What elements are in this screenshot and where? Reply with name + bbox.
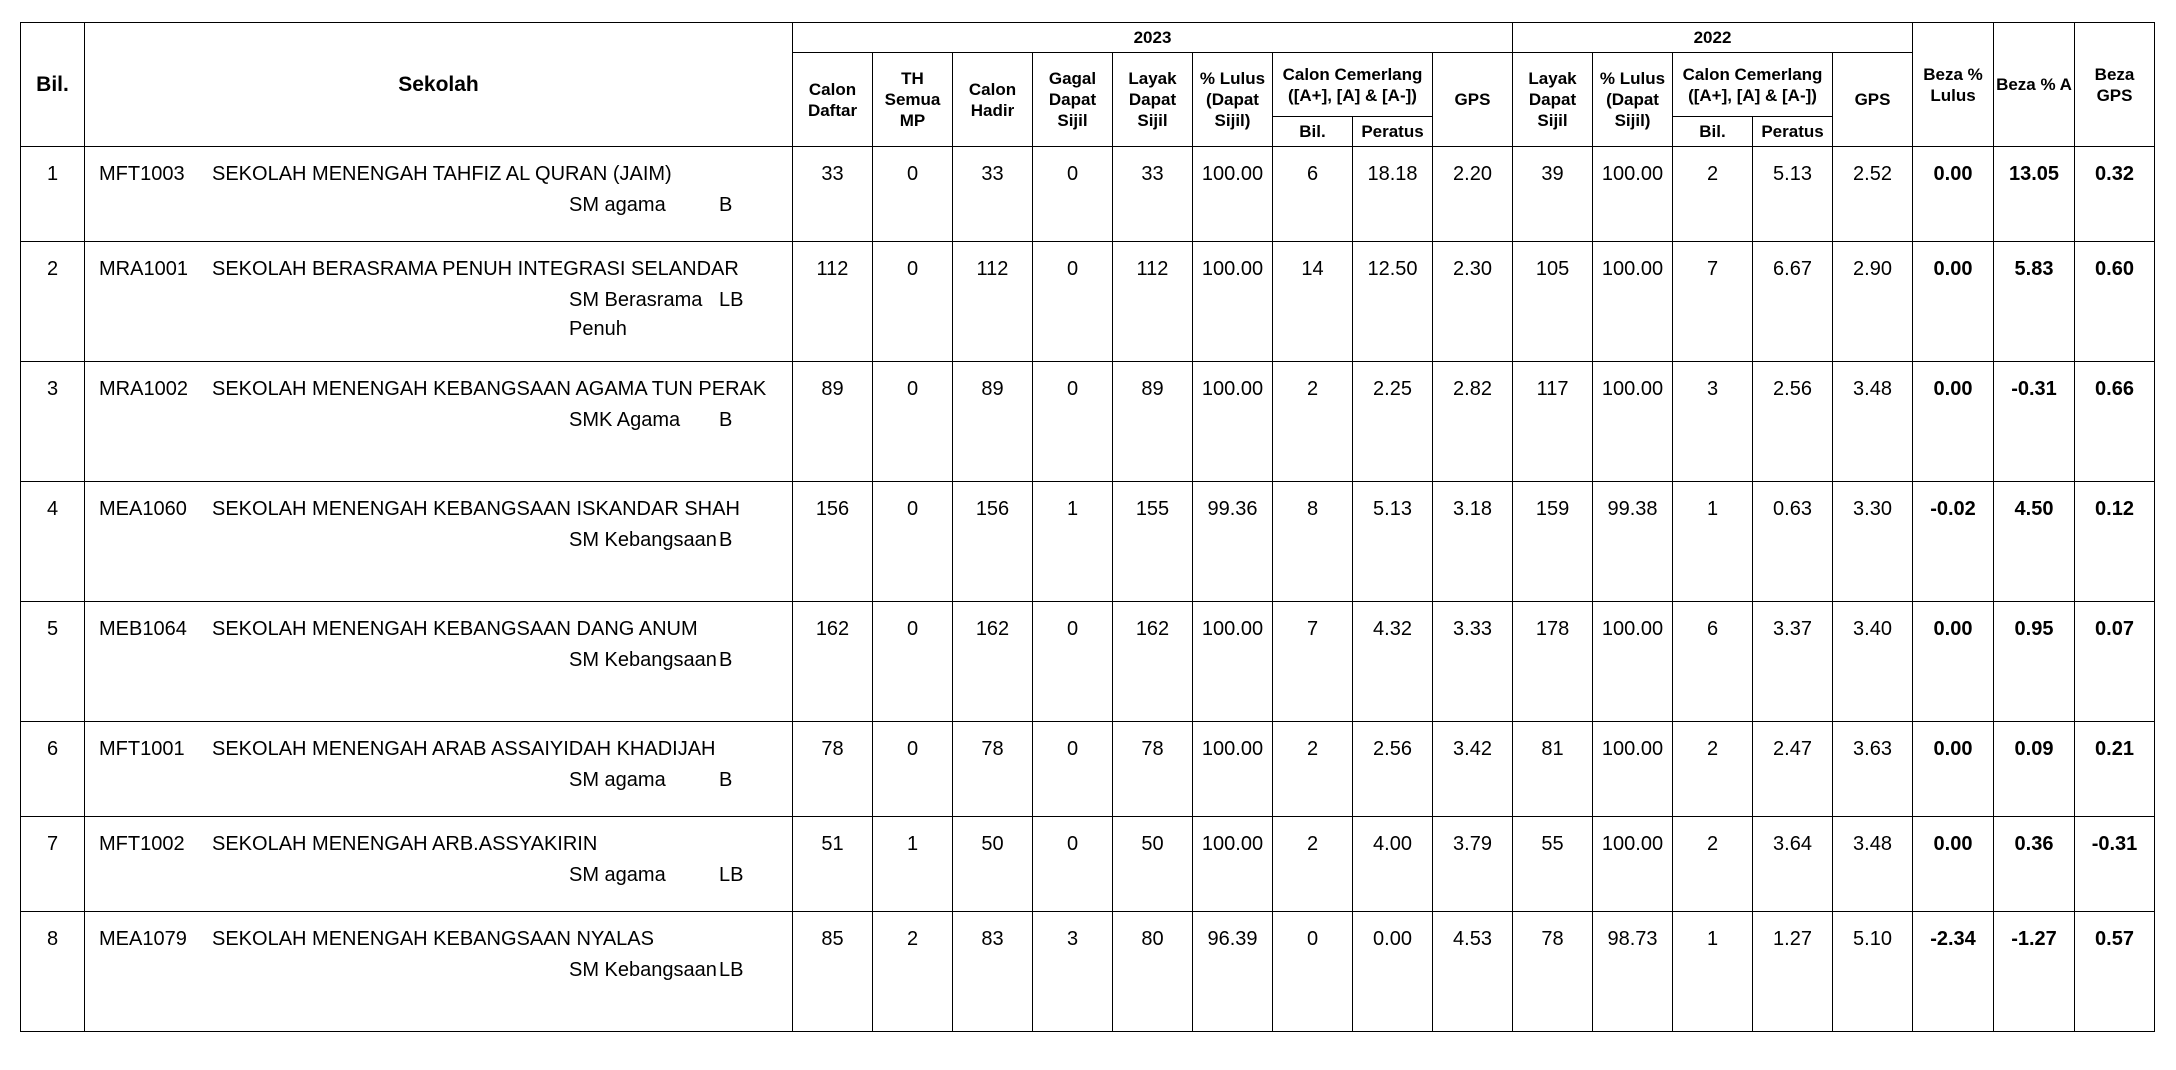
cell-2022-layak: 81 (1513, 722, 1593, 817)
cell-2023-lulus: 100.00 (1193, 602, 1273, 722)
cell-2023-th: 1 (873, 817, 953, 912)
cell-2023-hadir: 112 (953, 242, 1033, 362)
cell-beza-lulus: -2.34 (1913, 912, 1994, 1032)
cell-2022-cem-pct: 2.56 (1753, 362, 1833, 482)
cell-school (85, 482, 793, 602)
cell-2023-layak: 89 (1113, 362, 1193, 482)
cell-2023-hadir: 78 (953, 722, 1033, 817)
cell-2023-layak: 112 (1113, 242, 1193, 362)
table-header (21, 23, 2155, 147)
cell-2023-gagal: 0 (1033, 722, 1113, 817)
header-gagal-dapat-sijil: Gagal Dapat Sijil (1033, 53, 1113, 147)
cell-2023-cem-pct: 5.13 (1353, 482, 1433, 602)
cell-2023-lulus: 99.36 (1193, 482, 1273, 602)
cell-2023-layak: 33 (1113, 147, 1193, 242)
cell-2023-gagal: 0 (1033, 602, 1113, 722)
cell-2022-lulus: 100.00 (1593, 242, 1673, 362)
school-grade: B (719, 769, 733, 791)
cell-beza-gps: 0.60 (2075, 242, 2155, 362)
cell-2023-gps: 2.20 (1433, 147, 1513, 242)
cell-2023-th: 2 (873, 912, 953, 1032)
cell-2023-cem-bil: 6 (1273, 147, 1353, 242)
cell-beza-a: 0.36 (1994, 817, 2075, 912)
cell-2023-cem-bil: 2 (1273, 362, 1353, 482)
header-th-semua-mp: TH Semua MP (873, 53, 953, 147)
school-name: SEKOLAH MENENGAH KEBANGSAAN ISKANDAR SHAH (212, 498, 740, 520)
cell-2023-gagal: 0 (1033, 817, 1113, 912)
cell-2022-cem-pct: 5.13 (1753, 147, 1833, 242)
cell-2022-cem-bil: 1 (1673, 912, 1753, 1032)
cell-2023-layak: 50 (1113, 817, 1193, 912)
cell-2022-layak: 55 (1513, 817, 1593, 912)
cell-2023-daftar: 51 (793, 817, 873, 912)
cell-2023-th: 0 (873, 482, 953, 602)
school-type: SM Kebangsaan (569, 529, 717, 551)
cell-2023-gps: 3.33 (1433, 602, 1513, 722)
cell-2023-cem-bil: 14 (1273, 242, 1353, 362)
school-type: SM Berasrama Penuh (569, 289, 703, 340)
school-grade: B (719, 649, 733, 671)
cell-2022-layak: 159 (1513, 482, 1593, 602)
cell-beza-lulus: 0.00 (1913, 817, 1994, 912)
cell-beza-lulus: -0.02 (1913, 482, 1994, 602)
school-name: SEKOLAH MENENGAH KEBANGSAAN AGAMA TUN PERAK (212, 378, 767, 400)
cell-2023-cem-pct: 2.25 (1353, 362, 1433, 482)
cell-school (85, 362, 793, 482)
school-code: MEA1079 (99, 928, 187, 950)
school-type: SM Kebangsaan (569, 649, 717, 671)
cell-2023-lulus: 96.39 (1193, 912, 1273, 1032)
cell-2022-gps: 3.48 (1833, 362, 1913, 482)
cell-beza-gps: 0.66 (2075, 362, 2155, 482)
cell-2023-daftar: 89 (793, 362, 873, 482)
cell-2022-lulus: 98.73 (1593, 912, 1673, 1032)
cell-2022-cem-pct: 0.63 (1753, 482, 1833, 602)
school-type: SMK Agama (569, 409, 681, 431)
cell-beza-gps: 0.07 (2075, 602, 2155, 722)
cell-2023-lulus: 100.00 (1193, 362, 1273, 482)
table-row (21, 242, 2155, 362)
cell-2023-lulus: 100.00 (1193, 817, 1273, 912)
school-code: MFT1003 (99, 163, 185, 185)
cell-2022-gps: 5.10 (1833, 912, 1913, 1032)
cell-2023-gps: 3.79 (1433, 817, 1513, 912)
cell-beza-gps: -0.31 (2075, 817, 2155, 912)
cell-2022-lulus: 100.00 (1593, 362, 1673, 482)
cell-2023-gps: 2.30 (1433, 242, 1513, 362)
header-layak-dapat-sijil-2022: Layak Dapat Sijil (1513, 53, 1593, 147)
header-layak-dapat-sijil-2023: Layak Dapat Sijil (1113, 53, 1193, 147)
cell-2022-cem-pct: 1.27 (1753, 912, 1833, 1032)
header-beza-lulus: Beza % Lulus (1913, 23, 1994, 147)
cell-2023-lulus: 100.00 (1193, 722, 1273, 817)
cell-2023-th: 0 (873, 722, 953, 817)
cell-2023-gagal: 1 (1033, 482, 1113, 602)
cell-2023-daftar: 162 (793, 602, 873, 722)
cell-2023-layak: 78 (1113, 722, 1193, 817)
header-gps-2023: GPS (1433, 53, 1513, 147)
cell-2023-cem-pct: 12.50 (1353, 242, 1433, 362)
cell-2023-gps: 3.42 (1433, 722, 1513, 817)
cell-2023-cem-bil: 2 (1273, 722, 1353, 817)
header-peratus-2023: Peratus (1353, 117, 1433, 147)
cell-beza-lulus: 0.00 (1913, 242, 1994, 362)
cell-beza-gps: 0.12 (2075, 482, 2155, 602)
school-grade: B (719, 409, 733, 431)
cell-beza-lulus: 0.00 (1913, 147, 1994, 242)
header-beza-gps: Beza GPS (2075, 23, 2155, 147)
cell-2022-cem-bil: 2 (1673, 722, 1753, 817)
school-name: SEKOLAH MENENGAH KEBANGSAAN NYALAS (212, 928, 654, 950)
cell-2023-gps: 4.53 (1433, 912, 1513, 1032)
cell-beza-gps: 0.21 (2075, 722, 2155, 817)
cell-no: 4 (21, 482, 85, 602)
cell-school (85, 817, 793, 912)
cell-2022-gps: 3.30 (1833, 482, 1913, 602)
table-row (21, 817, 2155, 912)
cell-2023-daftar: 85 (793, 912, 873, 1032)
header-sekolah: Sekolah (85, 23, 793, 147)
cell-2023-daftar: 78 (793, 722, 873, 817)
cell-2023-layak: 162 (1113, 602, 1193, 722)
cell-2023-hadir: 89 (953, 362, 1033, 482)
cell-2022-lulus: 100.00 (1593, 722, 1673, 817)
cell-2023-daftar: 156 (793, 482, 873, 602)
cell-school (85, 722, 793, 817)
cell-beza-gps: 0.57 (2075, 912, 2155, 1032)
cell-2023-th: 0 (873, 362, 953, 482)
school-name: SEKOLAH MENENGAH TAHFIZ AL QURAN (JAIM) (212, 163, 672, 185)
table-row (21, 147, 2155, 242)
cell-2022-layak: 39 (1513, 147, 1593, 242)
cell-2022-cem-bil: 3 (1673, 362, 1753, 482)
cell-2023-th: 0 (873, 242, 953, 362)
school-grade: LB (719, 864, 744, 886)
cell-2022-cem-pct: 2.47 (1753, 722, 1833, 817)
school-code: MRA1002 (99, 378, 188, 400)
cell-2023-gps: 2.82 (1433, 362, 1513, 482)
cell-2022-gps: 3.48 (1833, 817, 1913, 912)
school-code: MRA1001 (99, 258, 188, 280)
header-pct-lulus-2022: % Lulus (Dapat Sijil) (1593, 53, 1673, 147)
cell-2022-cem-bil: 1 (1673, 482, 1753, 602)
cell-school (85, 147, 793, 242)
cell-beza-a: 0.95 (1994, 602, 2075, 722)
cell-2023-layak: 155 (1113, 482, 1193, 602)
header-peratus-2022: Peratus (1753, 117, 1833, 147)
cell-2023-cem-bil: 2 (1273, 817, 1353, 912)
cell-2022-layak: 78 (1513, 912, 1593, 1032)
school-type: SM agama (569, 864, 666, 886)
school-grade: LB (719, 959, 744, 981)
table-row (21, 482, 2155, 602)
school-grade: B (719, 194, 733, 216)
cell-2022-cem-bil: 6 (1673, 602, 1753, 722)
table-row (21, 362, 2155, 482)
school-code: MEA1060 (99, 498, 187, 520)
cell-school (85, 912, 793, 1032)
header-gps-2022: GPS (1833, 53, 1913, 147)
cell-2023-cem-bil: 7 (1273, 602, 1353, 722)
cell-2022-layak: 105 (1513, 242, 1593, 362)
cell-2023-daftar: 112 (793, 242, 873, 362)
cell-beza-a: 5.83 (1994, 242, 2075, 362)
cell-2022-cem-pct: 3.64 (1753, 817, 1833, 912)
cell-2022-cem-pct: 6.67 (1753, 242, 1833, 362)
cell-2023-lulus: 100.00 (1193, 147, 1273, 242)
header-calon-cemerlang-2023: Calon Cemerlang ([A+], [A] & [A-]) (1273, 53, 1433, 117)
cell-2022-layak: 178 (1513, 602, 1593, 722)
cell-beza-gps: 0.32 (2075, 147, 2155, 242)
table-row (21, 722, 2155, 817)
cell-2023-cem-pct: 2.56 (1353, 722, 1433, 817)
cell-beza-a: 13.05 (1994, 147, 2075, 242)
cell-beza-a: 0.09 (1994, 722, 2075, 817)
cell-no: 7 (21, 817, 85, 912)
cell-beza-lulus: 0.00 (1913, 362, 1994, 482)
cell-2023-hadir: 156 (953, 482, 1033, 602)
school-name: SEKOLAH MENENGAH ARB.ASSYAKIRIN (212, 833, 598, 855)
school-type: SM Kebangsaan (569, 959, 717, 981)
cell-2022-lulus: 100.00 (1593, 602, 1673, 722)
cell-2023-hadir: 83 (953, 912, 1033, 1032)
school-name: SEKOLAH MENENGAH ARAB ASSAIYIDAH KHADIJAH (212, 738, 716, 760)
cell-2023-daftar: 33 (793, 147, 873, 242)
cell-no: 2 (21, 242, 85, 362)
cell-2023-cem-pct: 18.18 (1353, 147, 1433, 242)
cell-2022-gps: 2.52 (1833, 147, 1913, 242)
cell-no: 5 (21, 602, 85, 722)
school-code: MFT1002 (99, 833, 185, 855)
header-beza-a: Beza % A (1994, 23, 2075, 147)
cell-beza-lulus: 0.00 (1913, 602, 1994, 722)
cell-2023-gagal: 0 (1033, 242, 1113, 362)
header-bil: Bil. (21, 23, 85, 147)
table-row (21, 912, 2155, 1032)
header-pct-lulus-2023: % Lulus (Dapat Sijil) (1193, 53, 1273, 147)
table-body (21, 147, 2155, 1032)
cell-2022-lulus: 100.00 (1593, 147, 1673, 242)
school-grade: B (719, 529, 733, 551)
cell-no: 1 (21, 147, 85, 242)
cell-2023-th: 0 (873, 602, 953, 722)
cell-2023-cem-pct: 4.32 (1353, 602, 1433, 722)
cell-2023-gagal: 3 (1033, 912, 1113, 1032)
cell-2022-layak: 117 (1513, 362, 1593, 482)
school-grade: LB (719, 289, 744, 311)
cell-no: 8 (21, 912, 85, 1032)
cell-no: 6 (21, 722, 85, 817)
results-table (20, 22, 2155, 1032)
school-type: SM agama (569, 769, 666, 791)
cell-2023-cem-pct: 0.00 (1353, 912, 1433, 1032)
cell-2023-cem-bil: 8 (1273, 482, 1353, 602)
school-name: SEKOLAH BERASRAMA PENUH INTEGRASI SELANDAR (212, 258, 739, 280)
header-year-2023: 2023 (793, 23, 1513, 53)
cell-2023-layak: 80 (1113, 912, 1193, 1032)
cell-2023-th: 0 (873, 147, 953, 242)
cell-2022-gps: 3.63 (1833, 722, 1913, 817)
cell-2022-gps: 2.90 (1833, 242, 1913, 362)
cell-2023-cem-pct: 4.00 (1353, 817, 1433, 912)
school-code: MFT1001 (99, 738, 185, 760)
cell-2023-gps: 3.18 (1433, 482, 1513, 602)
cell-2022-cem-bil: 7 (1673, 242, 1753, 362)
school-name: SEKOLAH MENENGAH KEBANGSAAN DANG ANUM (212, 618, 698, 640)
header-bil-2023: Bil. (1273, 117, 1353, 147)
header-year-2022: 2022 (1513, 23, 1913, 53)
cell-2022-cem-bil: 2 (1673, 817, 1753, 912)
header-calon-hadir: Calon Hadir (953, 53, 1033, 147)
cell-beza-a: -1.27 (1994, 912, 2075, 1032)
school-type: SM agama (569, 194, 666, 216)
cell-beza-a: 4.50 (1994, 482, 2075, 602)
cell-2022-lulus: 100.00 (1593, 817, 1673, 912)
table-row (21, 602, 2155, 722)
school-code: MEB1064 (99, 618, 187, 640)
cell-2023-hadir: 33 (953, 147, 1033, 242)
header-calon-cemerlang-2022: Calon Cemerlang ([A+], [A] & [A-]) (1673, 53, 1833, 117)
cell-2023-cem-bil: 0 (1273, 912, 1353, 1032)
cell-2023-gagal: 0 (1033, 362, 1113, 482)
cell-school (85, 602, 793, 722)
cell-2022-cem-pct: 3.37 (1753, 602, 1833, 722)
header-calon-daftar: Calon Daftar (793, 53, 873, 147)
cell-2023-hadir: 50 (953, 817, 1033, 912)
cell-2022-cem-bil: 2 (1673, 147, 1753, 242)
cell-2023-gagal: 0 (1033, 147, 1113, 242)
cell-school (85, 242, 793, 362)
cell-no: 3 (21, 362, 85, 482)
header-bil-2022: Bil. (1673, 117, 1753, 147)
cell-2023-hadir: 162 (953, 602, 1033, 722)
cell-2022-gps: 3.40 (1833, 602, 1913, 722)
cell-2022-lulus: 99.38 (1593, 482, 1673, 602)
cell-2023-lulus: 100.00 (1193, 242, 1273, 362)
cell-beza-lulus: 0.00 (1913, 722, 1994, 817)
cell-beza-a: -0.31 (1994, 362, 2075, 482)
